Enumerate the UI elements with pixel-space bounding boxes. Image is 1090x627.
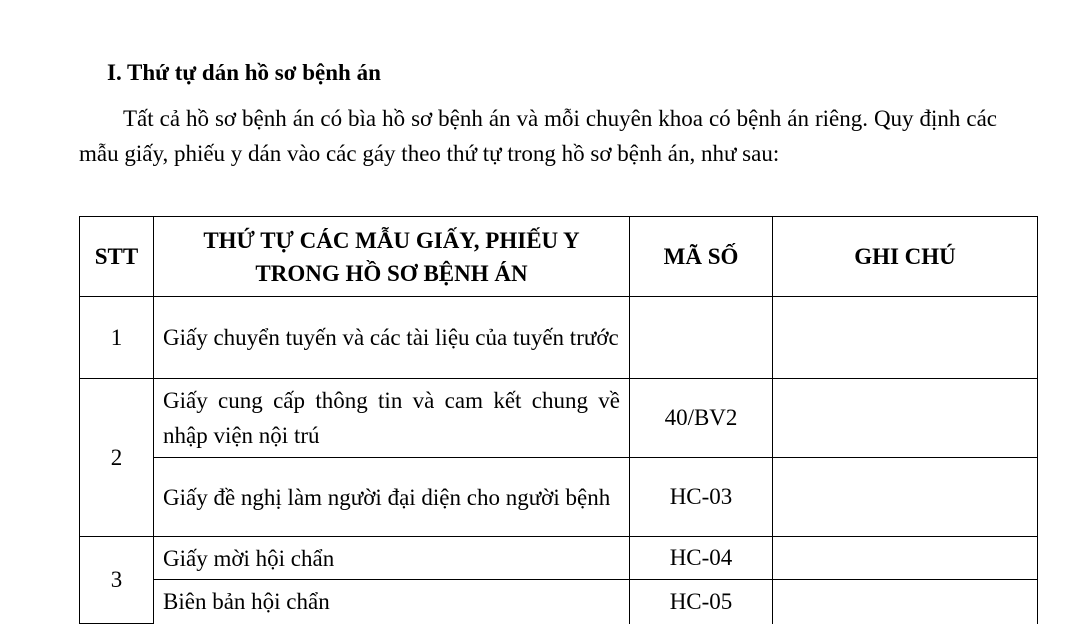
intro-paragraph: Tất cả hồ sơ bệnh án có bìa hồ sơ bệnh án và mỗi chuyên khoa có bệnh án riêng. Quy định các mẫu giấy, phiếu y dán vào các gáy theo thứ tự trong hồ sơ bệnh án, như sau: — [79, 106, 997, 166]
header-code: MÃ SỐ — [630, 217, 773, 297]
row-note — [773, 458, 1038, 537]
row-stt: 2 — [80, 379, 154, 537]
header-note: GHI CHÚ — [773, 217, 1038, 297]
row-note — [773, 580, 1038, 624]
row-code — [630, 297, 773, 379]
table-header-row — [80, 217, 1038, 297]
row-note — [773, 297, 1038, 379]
row-form-name: Biên bản hội chẩn — [154, 580, 630, 624]
row-code: HC-05 — [630, 580, 773, 624]
section-heading: I. Thứ tự dán hồ sơ bệnh án — [107, 60, 381, 85]
row-stt: 1 — [80, 297, 154, 379]
row-code: 40/BV2 — [630, 379, 773, 458]
row-code: HC-03 — [630, 458, 773, 537]
header-form-order: THỨ TỰ CÁC MẪU GIẤY, PHIẾU Y TRONG HỒ SƠ BỆNH ÁN — [154, 217, 630, 297]
row-form-name: Giấy mời hội chẩn — [154, 537, 630, 580]
table-row — [80, 580, 1038, 624]
table-row — [80, 297, 1038, 379]
row-note — [773, 379, 1038, 458]
table-row — [80, 379, 1038, 458]
row-form-name: Giấy chuyển tuyến và các tài liệu của tuyến trước — [154, 297, 630, 379]
row-note — [773, 537, 1038, 580]
header-stt: STT — [80, 217, 154, 297]
forms-order-table — [79, 216, 1038, 624]
row-form-name: Giấy đề nghị làm người đại diện cho người bệnh — [154, 458, 630, 537]
table-row — [80, 537, 1038, 580]
row-stt: 3 — [80, 537, 154, 624]
row-form-name: Giấy cung cấp thông tin và cam kết chung về nhập viện nội trú — [154, 379, 630, 458]
table-row — [80, 458, 1038, 537]
row-code: HC-04 — [630, 537, 773, 580]
